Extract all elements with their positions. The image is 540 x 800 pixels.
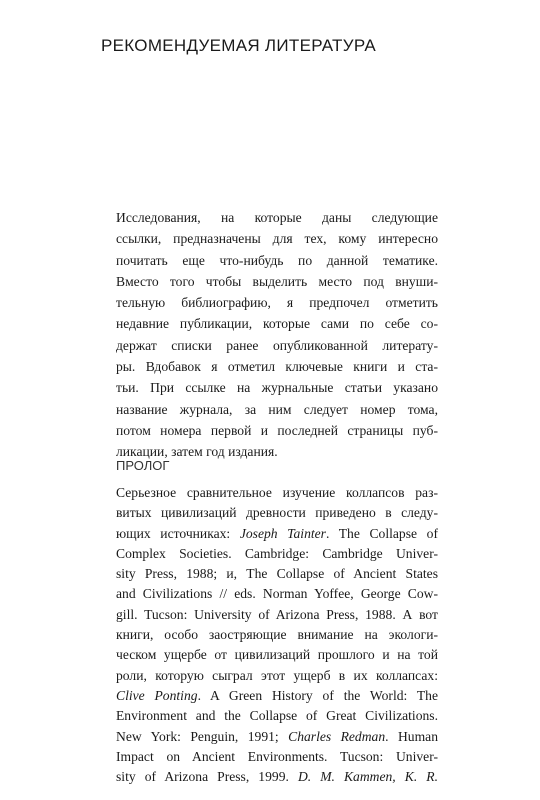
intro-line: Вместо того чтобы выделить место под внуши- bbox=[116, 273, 438, 289]
body-line bbox=[116, 686, 438, 706]
body-line: Environment and the Collapse of Great Civilizations. bbox=[116, 708, 438, 724]
intro-line: ликации, затем год издания. bbox=[116, 444, 278, 460]
intro-line: тельную библиографию, я предпочел отметить bbox=[116, 295, 438, 311]
body-line: книги, особо заостряющие внимание на экологи- bbox=[116, 627, 438, 643]
body-line: Complex Societies. Cambridge: Cambridge Univer- bbox=[116, 545, 438, 561]
intro-line: держат списки ранее опубликованной литерату- bbox=[116, 337, 438, 353]
intro-line: тьи. При ссылке на журнальные статьи указано bbox=[116, 380, 438, 396]
author-name: Clive Ponting bbox=[116, 687, 198, 703]
author-name: D. M. Kammen, K. R. bbox=[297, 769, 438, 785]
intro-line: недавние публикации, которые сами по себе со- bbox=[116, 316, 438, 332]
body-text: . Human bbox=[385, 728, 438, 744]
body-text: New York: Penguin, 1991; bbox=[116, 728, 289, 744]
body-line: витых цивилизаций древности приведено в следу- bbox=[116, 505, 438, 521]
body-text: . The Collapse of bbox=[325, 525, 438, 541]
intro-line: ссылки, предназначены для тех, кому интересно bbox=[116, 231, 438, 247]
body-text: ющих источниках: bbox=[116, 525, 240, 541]
body-line: Impact on Ancient Environments. Tucson: Univer- bbox=[116, 748, 438, 764]
intro-line: ры. Вдобавок я отметил ключевые книги и ста- bbox=[116, 359, 438, 375]
running-header: РЕКОМЕНДУЕМАЯ ЛИТЕРАТУРА bbox=[101, 36, 376, 55]
body-line: роли, которую сыграл этот ущерб в их коллапсах: bbox=[116, 667, 438, 683]
body-line bbox=[116, 767, 438, 787]
section-title-prologue: ПРОЛОГ bbox=[116, 458, 170, 473]
prologue-paragraph bbox=[116, 483, 438, 787]
intro-line: название журнала, за ним следует номер тома, bbox=[116, 401, 438, 417]
author-name: Joseph Tainter bbox=[239, 525, 326, 541]
author-name: Charles Redman bbox=[288, 728, 386, 744]
intro-line: Исследования, на которые даны следующие bbox=[116, 210, 438, 225]
body-text: sity of Arizona Press, 1999. bbox=[116, 769, 298, 785]
body-line: and Civilizations // eds. Norman Yoffee, George Cow- bbox=[116, 586, 438, 602]
intro-line: потом номера первой и последней страницы пуб- bbox=[116, 422, 438, 438]
body-line: gill. Tucson: University of Arizona Press, 1988. А вот bbox=[116, 606, 438, 622]
body-line bbox=[116, 524, 438, 544]
body-line: sity Press, 1988; и, The Collapse of Ancient States bbox=[116, 566, 438, 582]
body-line: Серьезное сравнительное изучение коллапсов раз- bbox=[116, 485, 438, 500]
body-line: ческом ущербе от цивилизаций прошлого и на той bbox=[116, 647, 438, 663]
intro-line: почитать еще что-нибудь по данной тематике. bbox=[116, 252, 438, 268]
intro-paragraph bbox=[116, 207, 438, 463]
body-line bbox=[116, 727, 438, 747]
body-text: . A Green History of the World: The bbox=[197, 687, 438, 703]
